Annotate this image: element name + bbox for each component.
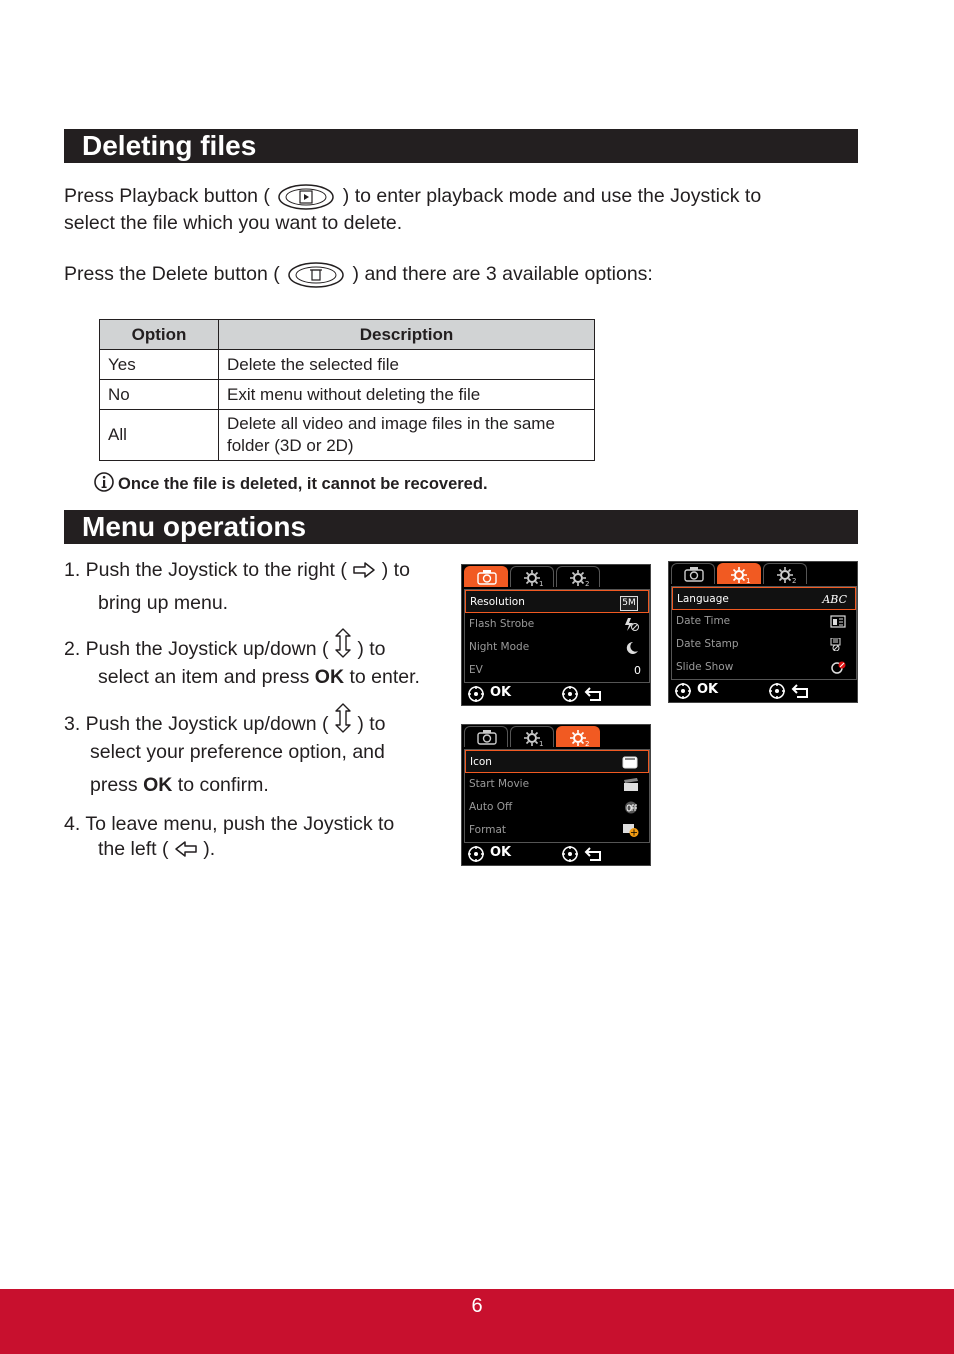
back-icon	[584, 846, 604, 862]
ok-label: OK	[697, 682, 719, 697]
display-icon	[622, 756, 638, 769]
arrow-left-icon	[174, 840, 198, 858]
text: ) to	[357, 713, 386, 735]
text: 2. Push the Joystick up/down (	[64, 638, 329, 660]
text: to enter.	[349, 666, 420, 688]
paragraph-playback	[64, 183, 761, 236]
format-card-icon	[623, 824, 639, 837]
text: 1. Push the Joystick to the right (	[64, 559, 347, 581]
option-cell: No	[100, 380, 219, 410]
menu-item-label: Night Mode	[469, 641, 530, 653]
text: Press Playback button (	[64, 185, 270, 208]
text: ) and there are 3 available options:	[352, 263, 653, 286]
menu-item-date-time[interactable]	[672, 610, 856, 633]
menu-item-label: Start Movie	[469, 778, 530, 790]
svg-text:2: 2	[585, 740, 590, 747]
camera-icon	[477, 729, 497, 745]
text: ) to enter playback mode and use the Joystick to	[342, 185, 762, 208]
back-icon	[791, 683, 811, 699]
description-cell: Delete the selected file	[219, 350, 595, 380]
menu-item-resolution[interactable]	[465, 590, 649, 613]
ok-label: OK	[490, 685, 512, 700]
menu-bottom-bar	[462, 843, 650, 865]
camera-icon	[477, 569, 497, 585]
menu-item-label: Format	[469, 824, 507, 836]
joystick-icon	[466, 685, 486, 703]
section-header-deleting-files	[64, 129, 858, 163]
flash-off-icon	[623, 618, 639, 631]
tab-settings-1	[717, 563, 761, 584]
description-cell	[219, 410, 595, 461]
tab-camera	[464, 566, 508, 587]
clapper-icon	[623, 778, 639, 791]
tab-camera	[671, 563, 715, 584]
step-1	[64, 554, 410, 587]
gear-icon	[569, 729, 591, 747]
menu-item-label: Auto Off	[469, 801, 513, 813]
menu-item-label: Date Time	[676, 615, 731, 627]
delete-button-icon	[287, 261, 345, 289]
note-text: Once the file is deleted, it cannot be recovered.	[118, 475, 488, 493]
table-row	[100, 380, 595, 410]
text: select the file which you want to delete.	[64, 212, 403, 234]
menu-tabs	[462, 565, 650, 587]
camera-menu-screen-1	[461, 564, 651, 706]
menu-tabs	[462, 725, 650, 747]
svg-text:2: 2	[792, 577, 797, 584]
menu-item-slide-show[interactable]	[672, 656, 856, 679]
menu-tabs	[669, 562, 857, 584]
camera-menu-screen-2	[668, 561, 858, 703]
playback-button-icon	[277, 183, 335, 211]
gear-icon	[730, 566, 752, 584]
text: select your preference option, and	[90, 741, 385, 763]
svg-text:1: 1	[539, 740, 544, 747]
description-line: Delete all video and image files in the same	[227, 414, 555, 433]
tab-settings-2	[556, 566, 600, 587]
text: ) to	[381, 559, 410, 581]
arrow-right-icon	[352, 561, 376, 579]
menu-item-label: Icon	[470, 756, 492, 768]
joystick-icon	[560, 685, 580, 703]
menu-list	[671, 586, 857, 680]
date-stamp-icon	[830, 638, 846, 651]
menu-item-label: Language	[677, 593, 729, 605]
info-icon	[94, 472, 114, 492]
text: ) to	[357, 638, 386, 660]
step-4-continued	[98, 836, 215, 862]
text: 3. Push the Joystick up/down (	[64, 713, 329, 735]
step-3-continued	[90, 736, 385, 769]
camera-icon	[684, 566, 704, 582]
tab-settings-2	[763, 563, 807, 584]
svg-text:1: 1	[539, 580, 544, 587]
menu-item-language[interactable]	[672, 587, 856, 610]
joystick-icon	[673, 682, 693, 700]
step-3-continued	[90, 769, 269, 802]
option-cell: All	[100, 410, 219, 461]
menu-item-format[interactable]	[465, 819, 649, 842]
joystick-icon	[466, 845, 486, 863]
gear-icon	[523, 569, 545, 587]
text: bring up menu.	[98, 592, 229, 614]
text: to confirm.	[177, 774, 269, 796]
menu-item-date-stamp[interactable]	[672, 633, 856, 656]
section-title: Menu operations	[82, 511, 307, 542]
arrow-up-down-icon	[334, 703, 352, 733]
menu-bottom-bar	[669, 680, 857, 702]
paragraph-delete	[64, 261, 653, 289]
menu-item-label: EV	[469, 664, 483, 676]
joystick-icon	[560, 845, 580, 863]
menu-item-icon[interactable]	[465, 750, 649, 773]
text: press	[90, 774, 138, 796]
table-header-row	[100, 320, 595, 350]
menu-item-label: Slide Show	[676, 661, 734, 673]
step-4	[64, 811, 394, 837]
column-header: Description	[219, 320, 595, 350]
page-footer	[0, 1289, 954, 1354]
menu-item-flash-strobe[interactable]	[465, 613, 649, 636]
menu-item-auto-off[interactable]	[465, 796, 649, 819]
tab-settings-1	[510, 726, 554, 747]
text: 4. To leave menu, push the Joystick to	[64, 813, 395, 835]
gear-icon	[569, 569, 591, 587]
svg-text:1: 1	[746, 577, 751, 584]
menu-list	[464, 589, 650, 683]
options-table	[99, 319, 595, 461]
arrow-up-down-icon	[334, 628, 352, 658]
ok-text: OK	[143, 774, 173, 796]
menu-bottom-bar	[462, 683, 650, 705]
menu-item-night-mode[interactable]	[465, 636, 649, 659]
menu-item-value: 5M	[620, 596, 638, 611]
description-line: folder (3D or 2D)	[227, 436, 354, 455]
text: ).	[203, 838, 216, 860]
ok-label: OK	[490, 845, 512, 860]
ok-text: OK	[314, 666, 345, 688]
section-title: Deleting files	[82, 130, 257, 161]
camera-menu-screen-3	[461, 724, 651, 866]
description-cell: Exit menu without deleting the file	[219, 380, 595, 410]
menu-item-value: ABC	[822, 593, 847, 606]
menu-item-value: 0	[634, 664, 641, 677]
option-cell: Yes	[100, 350, 219, 380]
calendar-icon	[830, 615, 846, 628]
text: Press the Delete button (	[64, 263, 280, 286]
back-icon	[584, 686, 604, 702]
menu-list	[464, 749, 650, 843]
power-off-icon	[623, 801, 639, 814]
text: the left (	[98, 838, 169, 860]
menu-item-ev[interactable]	[465, 659, 649, 682]
step-1-continued	[98, 587, 228, 620]
slideshow-icon	[830, 661, 846, 674]
warning-note	[94, 472, 488, 494]
table-row	[100, 350, 595, 380]
section-header-menu-operations	[64, 510, 858, 544]
gear-icon	[523, 729, 545, 747]
tab-settings-2	[556, 726, 600, 747]
menu-item-start-movie[interactable]	[465, 773, 649, 796]
page-number: 6	[471, 1295, 483, 1317]
menu-item-label: Resolution	[470, 596, 525, 608]
menu-item-label: Flash Strobe	[469, 618, 535, 630]
tab-camera	[464, 726, 508, 747]
menu-item-label: Date Stamp	[676, 638, 739, 650]
joystick-icon	[767, 682, 787, 700]
tab-settings-1	[510, 566, 554, 587]
step-2-continued	[98, 661, 420, 694]
table-row	[100, 410, 595, 461]
text: select an item and press	[98, 666, 310, 688]
svg-text:2: 2	[585, 580, 590, 587]
moon-icon	[623, 641, 639, 654]
gear-icon	[776, 566, 798, 584]
column-header: Option	[100, 320, 219, 350]
